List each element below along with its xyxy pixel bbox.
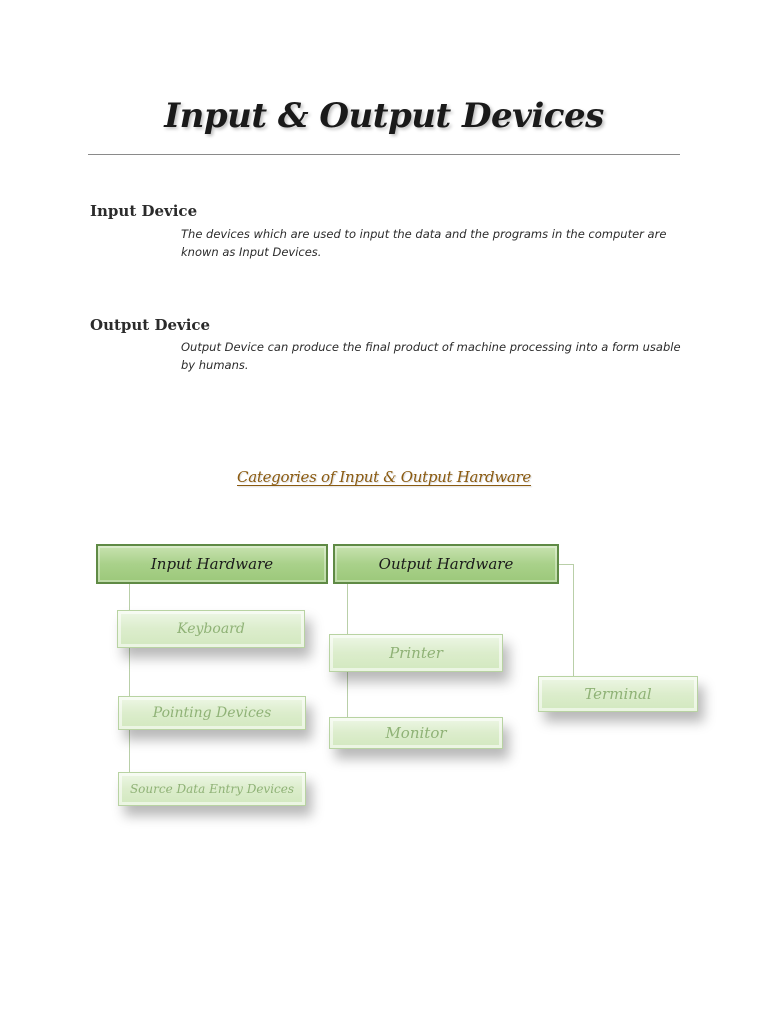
- input-hardware-node: [96, 544, 328, 584]
- diagram-title: Categories of Input & Output Hardware: [237, 468, 531, 486]
- printer-label: Printer: [389, 644, 443, 662]
- page-title: Input & Output Devices: [164, 96, 604, 136]
- pointing-devices-node: [118, 696, 306, 730]
- source-data-entry-devices-label: Source Data Entry Devices: [129, 782, 295, 796]
- keyboard-label: Keyboard: [177, 621, 245, 637]
- terminal-node: [538, 676, 698, 712]
- pointing-devices-label: Pointing Devices: [152, 705, 272, 721]
- input-device-heading: Input Device: [90, 202, 198, 220]
- input-hardware-label: Input Hardware: [150, 555, 274, 573]
- terminal-label: Terminal: [584, 685, 652, 703]
- terminal-connector-vertical: [573, 564, 574, 676]
- keyboard-node: [117, 610, 305, 648]
- printer-node: [329, 634, 503, 672]
- output-hardware-label: Output Hardware: [378, 555, 514, 573]
- output-device-heading: Output Device: [90, 316, 211, 334]
- monitor-node: [329, 717, 503, 749]
- title-divider: [88, 154, 680, 155]
- source-data-entry-devices-node: [118, 772, 306, 806]
- terminal-connector-horizontal: [559, 564, 573, 565]
- output-device-description: Output Device can produce the final product of machine processing into a form usable by humans.: [181, 340, 681, 372]
- monitor-label: Monitor: [385, 724, 447, 742]
- input-device-description: The devices which are used to input the data and the programs in the computer are known as Input Devices.: [181, 227, 667, 259]
- output-hardware-node: [333, 544, 559, 584]
